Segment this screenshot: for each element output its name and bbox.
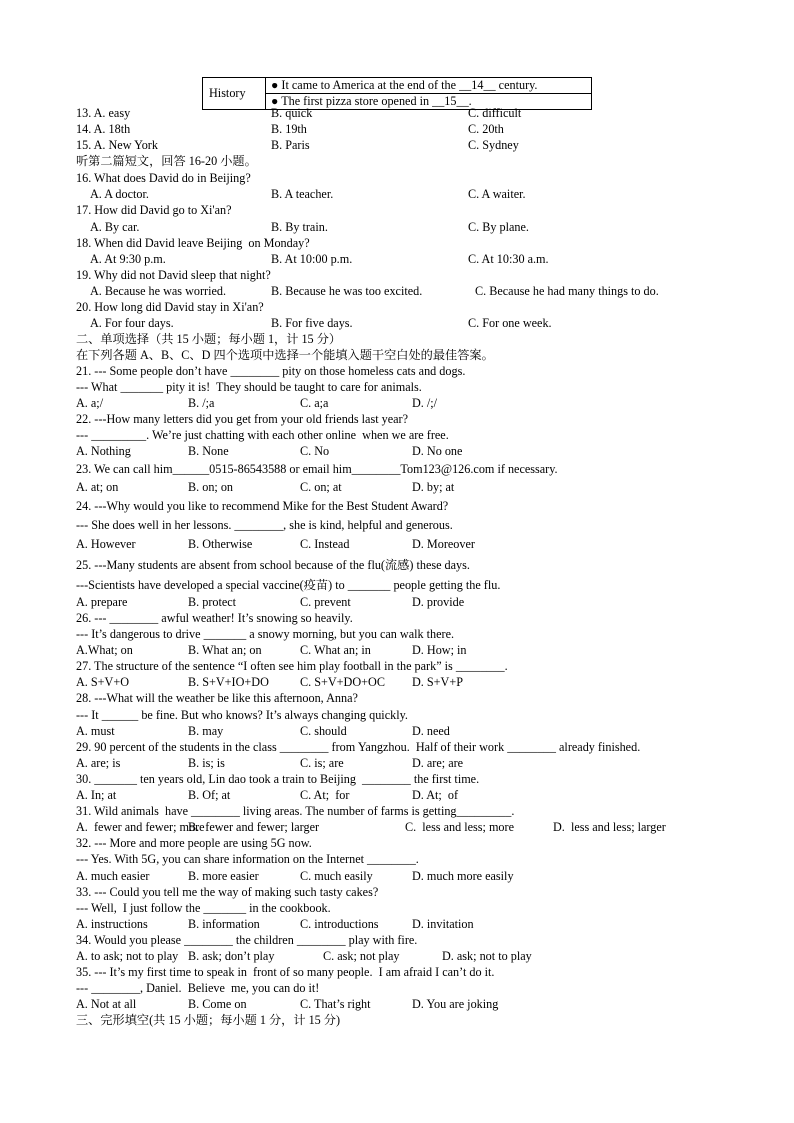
question-line: A. are; is xyxy=(76,756,121,770)
answer-option: D. are; are xyxy=(412,756,464,770)
answer-option: C. By plane. xyxy=(468,220,529,234)
answer-option: B. Because he was too excited. xyxy=(271,284,423,298)
answer-option: C. is; are xyxy=(300,756,344,770)
answer-option: C. A waiter. xyxy=(468,187,526,201)
question-line: 二、单项选择（共 15 小题；每小题 1，计 15 分） xyxy=(76,332,342,346)
answer-option: D. /;/ xyxy=(412,396,438,410)
question-line: 三、完形填空(共 15 小题；每小题 1 分，计 15 分) xyxy=(76,1013,341,1027)
answer-option: C. ask; not play xyxy=(323,949,400,963)
answer-option: C. Because he had many things to do. xyxy=(475,284,659,298)
question-line: --- It ______ be fine. But who knows? It’s always changing quickly. xyxy=(76,708,408,722)
answer-option: B. At 10:00 p.m. xyxy=(271,252,353,266)
answer-option: B. None xyxy=(188,444,229,458)
question-line: A. fewer and fewer; more xyxy=(76,820,205,834)
question-line: A. At 9:30 p.m. xyxy=(90,252,166,266)
question-line: --- What _______ pity it is! They should be taught to care for animals. xyxy=(76,380,422,394)
question-line: 16. What does David do in Beijing? xyxy=(76,171,251,185)
answer-option: D. How; in xyxy=(412,643,467,657)
question-line: --- Well, I just follow the _______ in the cookbook. xyxy=(76,901,331,915)
question-line: A.What; on xyxy=(76,643,133,657)
question-line: 19. Why did not David sleep that night? xyxy=(76,268,271,282)
answer-option: B. What an; on xyxy=(188,643,262,657)
answer-option: B. S+V+IO+DO xyxy=(188,675,269,689)
question-line: 31. Wild animals have ________ living areas. The number of farms is getting_________. xyxy=(76,804,515,818)
table-label: History xyxy=(203,78,266,110)
question-line: 27. The structure of the sentence “I often see him play football in the park” is ________. xyxy=(76,659,508,673)
answer-option: C. At 10:30 a.m. xyxy=(468,252,549,266)
question-line: --- _________. We’re just chatting with each other online when we are free. xyxy=(76,428,449,442)
answer-option: B. Otherwise xyxy=(188,537,253,551)
answer-option: B. 19th xyxy=(271,122,307,136)
answer-option: C. a;a xyxy=(300,396,329,410)
question-line: A. must xyxy=(76,724,115,738)
question-line: A. In; at xyxy=(76,788,117,802)
answer-option: C. What an; in xyxy=(300,643,371,657)
answer-option: C. difficult xyxy=(468,106,522,120)
question-line: A. Not at all xyxy=(76,997,137,1011)
question-line: 32. --- More and more people are using 5G now. xyxy=(76,836,312,850)
history-table xyxy=(202,77,592,110)
question-line: 33. --- Could you tell me the way of making such tasty cakes? xyxy=(76,885,379,899)
question-line: 听第二篇短文，回答 16-20 小题。 xyxy=(76,154,257,168)
answer-option: D. S+V+P xyxy=(412,675,463,689)
answer-option: C. should xyxy=(300,724,347,738)
answer-option: C. 20th xyxy=(468,122,504,136)
answer-option: C. At; for xyxy=(300,788,350,802)
answer-option: B. Paris xyxy=(271,138,310,152)
question-line: 20. How long did David stay in Xi'an? xyxy=(76,300,264,314)
answer-option: C. on; at xyxy=(300,480,342,494)
question-line: 24. ---Why would you like to recommend Mike for the Best Student Award? xyxy=(76,499,449,513)
question-line: ---Scientists have developed a special vaccine(疫苗) to _______ people getting the flu. xyxy=(76,578,501,592)
question-line: --- ________, Daniel. Believe me, you can do it! xyxy=(76,981,320,995)
answer-option: D. provide xyxy=(412,595,465,609)
answer-option: D. No one xyxy=(412,444,463,458)
question-line: --- She does well in her lessons. ________, she is kind, helpful and generous. xyxy=(76,518,453,532)
answer-option: B. Come on xyxy=(188,997,247,1011)
answer-option: C. S+V+DO+OC xyxy=(300,675,385,689)
answer-option: C. much easily xyxy=(300,869,373,883)
answer-option: C. prevent xyxy=(300,595,351,609)
question-line: 13. A. easy xyxy=(76,106,131,120)
question-line: 28. ---What will the weather be like this afternoon, Anna? xyxy=(76,691,358,705)
question-line: A. By car. xyxy=(90,220,140,234)
answer-option: D. much more easily xyxy=(412,869,514,883)
answer-option: B. /;a xyxy=(188,396,215,410)
question-line: 18. When did David leave Beijing on Monday? xyxy=(76,236,310,250)
answer-option: C. introductions xyxy=(300,917,379,931)
question-line: A. A doctor. xyxy=(90,187,149,201)
question-line: 23. We can call him______0515-86543588 or email him________Tom123@126.com if necessary. xyxy=(76,462,558,476)
answer-option: D. invitation xyxy=(412,917,474,931)
answer-option: B. ask; don’t play xyxy=(188,949,275,963)
answer-option: B. quick xyxy=(271,106,313,120)
answer-option: B. may xyxy=(188,724,224,738)
answer-option: C. Instead xyxy=(300,537,350,551)
question-line: 21. --- Some people don’t have ________ pity on those homeless cats and dogs. xyxy=(76,364,466,378)
question-line: --- It’s dangerous to drive _______ a snowy morning, but you can walk there. xyxy=(76,627,455,641)
question-line: A. S+V+O xyxy=(76,675,130,689)
answer-option: D. by; at xyxy=(412,480,455,494)
answer-option: B. For five days. xyxy=(271,316,353,330)
answer-option: C. That’s right xyxy=(300,997,371,1011)
question-line: 26. --- ________ awful weather! It’s snowing so heavily. xyxy=(76,611,353,625)
answer-option: C. No xyxy=(300,444,330,458)
table-row-1: ● It came to America at the end of the __14__ century. xyxy=(266,78,592,94)
question-line: A. prepare xyxy=(76,595,128,609)
answer-option: D. You are joking xyxy=(412,997,499,1011)
question-line: 17. How did David go to Xi'an? xyxy=(76,203,232,217)
answer-option: D. need xyxy=(412,724,450,738)
answer-option: B. By train. xyxy=(271,220,328,234)
question-line: A. For four days. xyxy=(90,316,174,330)
question-line: A. to ask; not to play xyxy=(76,949,179,963)
question-line: 25. ---Many students are absent from school because of the flu(流感) these days. xyxy=(76,558,470,572)
question-line: 29. 90 percent of the students in the class ________ from Yangzhou. Half of their work ________ already finished. xyxy=(76,740,641,754)
question-line: 14. A. 18th xyxy=(76,122,131,136)
answer-option: B. fewer and fewer; larger xyxy=(188,820,320,834)
answer-option: C. less and less; more xyxy=(405,820,514,834)
answer-option: B. is; is xyxy=(188,756,225,770)
answer-option: B. information xyxy=(188,917,260,931)
answer-option: B. protect xyxy=(188,595,237,609)
answer-option: C. Sydney xyxy=(468,138,519,152)
question-line: 在下列各题 A、B、C、D 四个选项中选择一个能填入题干空白处的最佳答案。 xyxy=(76,348,494,362)
question-line: A. Nothing xyxy=(76,444,131,458)
question-line: A. Because he was worried. xyxy=(90,284,227,298)
answer-option: B. Of; at xyxy=(188,788,231,802)
question-line: 30. _______ ten years old, Lin dao took a train to Beijing ________ the first time. xyxy=(76,772,480,786)
answer-option: B. more easier xyxy=(188,869,259,883)
answer-option: D. ask; not to play xyxy=(442,949,532,963)
answer-option: D. less and less; larger xyxy=(553,820,666,834)
question-line: --- Yes. With 5G, you can share information on the Internet ________. xyxy=(76,852,419,866)
question-line: A. instructions xyxy=(76,917,148,931)
answer-option: D. Moreover xyxy=(412,537,475,551)
question-line: A. However xyxy=(76,537,136,551)
answer-option: B. on; on xyxy=(188,480,234,494)
question-line: 22. ---How many letters did you get from your old friends last year? xyxy=(76,412,409,426)
question-line: A. much easier xyxy=(76,869,150,883)
answer-option: D. At; of xyxy=(412,788,459,802)
question-line: 15. A. New York xyxy=(76,138,158,152)
table-row-2: ● The first pizza store opened in __15__. xyxy=(266,94,592,110)
question-line: 34. Would you please ________ the children ________ play with fire. xyxy=(76,933,418,947)
question-line: 35. --- It’s my first time to speak in front of so many people. I am afraid I can’t do it. xyxy=(76,965,495,979)
question-line: A. a;/ xyxy=(76,396,104,410)
question-line: A. at; on xyxy=(76,480,119,494)
answer-option: B. A teacher. xyxy=(271,187,334,201)
answer-option: C. For one week. xyxy=(468,316,552,330)
